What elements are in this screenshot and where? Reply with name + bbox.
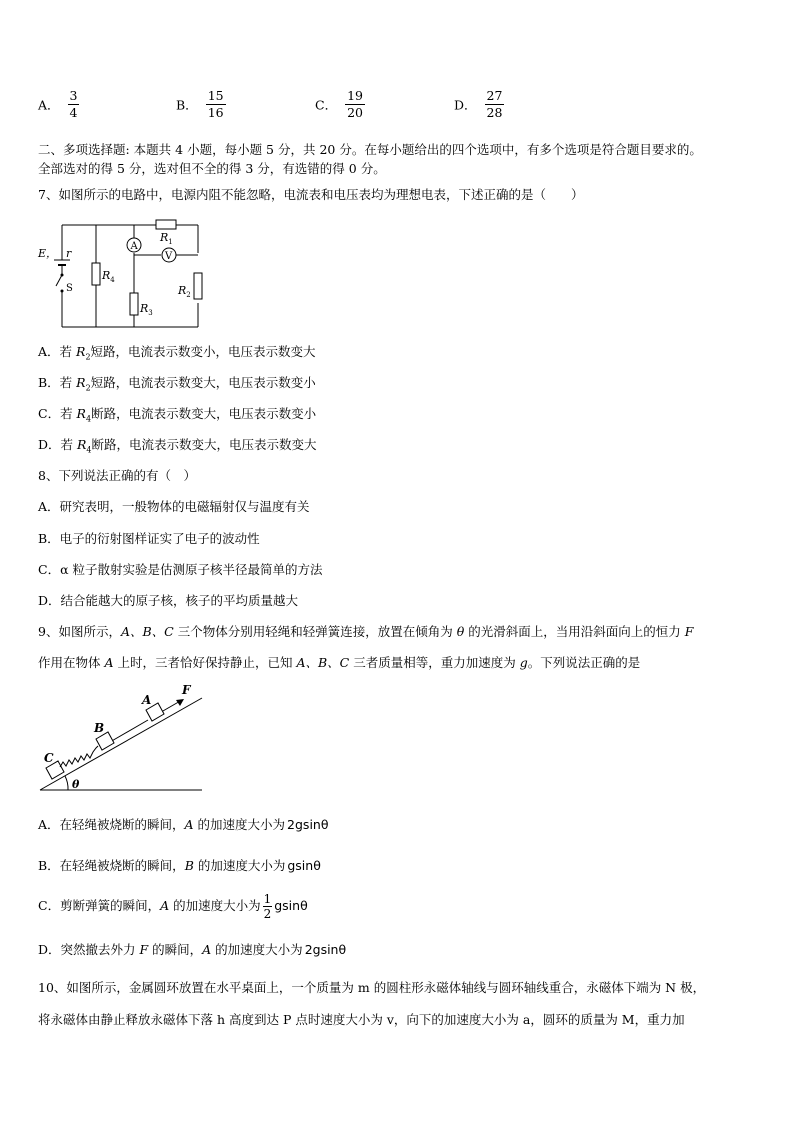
- stem-text: 上时，三者恰好保持静止，已知: [113, 655, 297, 670]
- option-label: D．: [454, 97, 477, 113]
- q7-option-b: [38, 374, 316, 398]
- q6-option-c: [315, 88, 365, 121]
- q6-option-a: [38, 88, 79, 121]
- q7-option-c: [38, 405, 316, 429]
- option-text: D．突然撤去外力: [38, 942, 140, 957]
- option-prefix: B．若: [38, 375, 77, 390]
- numerator: 19: [347, 88, 363, 103]
- option-var: A: [184, 817, 194, 832]
- r3-label: $R_3$: [140, 302, 153, 317]
- option-prefix: D．若: [38, 437, 77, 452]
- option-formula: gsinθ: [287, 858, 321, 873]
- fraction: [485, 88, 505, 121]
- resistor-index: 4: [85, 414, 92, 424]
- switch-label: S: [66, 283, 73, 294]
- option-var: A: [160, 898, 170, 913]
- q8-option-a: A．研究表明，一般物体的电磁辐射仅与温度有关: [38, 499, 310, 514]
- stem-var: A、B、C: [296, 655, 350, 670]
- source-label: E，: [38, 247, 58, 260]
- stem-var: g: [519, 655, 528, 670]
- option-prefix: C．若: [38, 406, 77, 421]
- resistor-index: 4: [86, 445, 92, 455]
- option-label: B．: [176, 97, 198, 113]
- ammeter-label: A: [130, 241, 138, 252]
- option-formula: 2gsinθ: [304, 942, 347, 957]
- denominator: 20: [347, 105, 363, 120]
- option-text: 短路，电流表示数变大，电压表示数变小: [90, 375, 316, 390]
- option-text: 短路，电流表示数变小，电压表示数变大: [90, 344, 316, 359]
- numerator: 3: [69, 88, 78, 103]
- q9-stem-line2: [38, 654, 640, 672]
- q7-circuit-diagram: [36, 213, 208, 331]
- fraction: [206, 88, 226, 121]
- fraction: [345, 88, 365, 121]
- label-a: A: [142, 693, 152, 707]
- q6-option-d: [454, 88, 504, 121]
- stem-text: 9、如图所示，: [38, 624, 121, 639]
- switch-terminal: [61, 274, 64, 277]
- numerator: 15: [207, 88, 224, 103]
- voltmeter-label: V: [165, 251, 173, 262]
- option-text: B．在轻绳被烧断的瞬间，: [38, 858, 185, 873]
- q7-option-d: [38, 436, 317, 460]
- q6-option-b: [176, 88, 226, 121]
- option-text: A．在轻绳被烧断的瞬间，: [38, 817, 185, 832]
- stem-text: 三个物体分别用轻绳和轻弹簧连接，放置在倾角为: [173, 624, 457, 639]
- resistor-symbol: R: [76, 406, 86, 421]
- q7-option-a: [38, 343, 316, 367]
- stem-text: 。下列说法正确的是: [527, 655, 641, 670]
- option-text: 断路，电流表示数变大，电压表示数变小: [91, 406, 317, 421]
- q9-option-b: [38, 857, 321, 875]
- label-theta: θ: [72, 778, 80, 791]
- resistor-index: 2: [85, 352, 91, 362]
- option-text: 的加速度大小为: [193, 817, 286, 832]
- q9-option-c: [38, 891, 308, 921]
- q9-option-a: [38, 816, 329, 834]
- option-text: 的加速度大小为: [169, 898, 261, 913]
- stem-var: θ: [456, 624, 465, 639]
- option-text: C．剪断弹簧的瞬间，: [38, 898, 161, 913]
- stem-text: 三者质量相等，重力加速度为: [349, 655, 520, 670]
- q10-line2: 将永磁体由静止释放永磁体下落 h 高度到达 P 点时速度大小为 v，向下的加速度大小为 a，圆环的质量为 M，重力加: [38, 1012, 685, 1027]
- r2-label: $R_2$: [178, 284, 191, 299]
- denominator: 4: [69, 105, 78, 120]
- q10-line1: 10、如图所示，金属圆环放置在水平桌面上，一个质量为 m 的圆柱形永磁体轴线与圆环轴线重合，永磁体下端为 N 极，: [38, 980, 706, 995]
- q8-option-d: D．结合能越大的原子核，核子的平均质量越大: [38, 593, 299, 608]
- option-text: 的加速度大小为: [211, 942, 303, 957]
- label-f: F: [182, 683, 191, 697]
- q8-option-b: B．电子的衍射图样证实了电子的波动性: [38, 531, 260, 546]
- option-formula: gsinθ: [274, 898, 308, 913]
- option-text: 断路，电流表示数变大，电压表示数变大: [91, 437, 317, 452]
- option-formula: 2gsinθ: [287, 817, 329, 832]
- denominator: 2: [263, 907, 272, 921]
- section2-line2: 全部选对的得 5 分，选对但不全的得 3 分，有选错的得 0 分。: [38, 161, 386, 176]
- resistor-symbol: R: [76, 375, 86, 390]
- option-var: B: [184, 858, 194, 873]
- spring: [60, 746, 98, 767]
- resistor-symbol: R: [77, 437, 87, 452]
- q8-option-c: C．α 粒子散射实验是估测原子核半径最简单的方法: [38, 562, 323, 577]
- stem-var: F: [684, 624, 694, 639]
- option-var: A: [202, 942, 212, 957]
- option-text: 的瞬间，: [148, 942, 203, 957]
- internal-resistance-label: r: [66, 247, 72, 260]
- option-label: C．: [315, 97, 338, 113]
- denominator: 28: [486, 105, 503, 120]
- stem-text: 的光滑斜面上，当用沿斜面向上的恒力: [464, 624, 685, 639]
- q9-stem-line1: [38, 623, 693, 641]
- option-prefix: A．若: [38, 344, 77, 359]
- numerator: 1: [263, 892, 272, 906]
- q8-stem: 8、下列说法正确的有（ ）: [38, 468, 196, 483]
- numerator: 27: [486, 88, 503, 103]
- stem-var: A、B、C: [120, 624, 174, 639]
- q9-option-d: [38, 941, 346, 959]
- section2-line1: 二、多项选择题: 本题共 4 小题，每小题 5 分，共 20 分。在每小题给出的四个选项中，有多个选项是符合题目要求的。: [38, 142, 702, 157]
- option-label: A．: [38, 97, 60, 113]
- r1-label: $R_1$: [160, 231, 173, 246]
- q7-stem: 7、如图所示的电路中，电源内阻不能忽略，电流表和电压表均为理想电表，下述正确的是（ ）: [38, 187, 584, 202]
- denominator: 16: [207, 105, 224, 120]
- q9-incline-diagram: [36, 682, 208, 796]
- r4-label: $R_4$: [102, 269, 115, 284]
- resistor-index: 2: [85, 383, 91, 393]
- fraction: [68, 88, 80, 121]
- stem-var: A: [104, 655, 114, 670]
- resistor-symbol: R: [76, 344, 86, 359]
- label-c: C: [44, 751, 54, 765]
- label-b: B: [94, 721, 105, 735]
- fraction: [263, 892, 273, 921]
- option-text: 的加速度大小为: [193, 858, 286, 873]
- option-var: F: [139, 942, 149, 957]
- blocks: [46, 703, 164, 779]
- switch-terminal: [61, 290, 64, 293]
- stem-text: 作用在物体: [38, 655, 105, 670]
